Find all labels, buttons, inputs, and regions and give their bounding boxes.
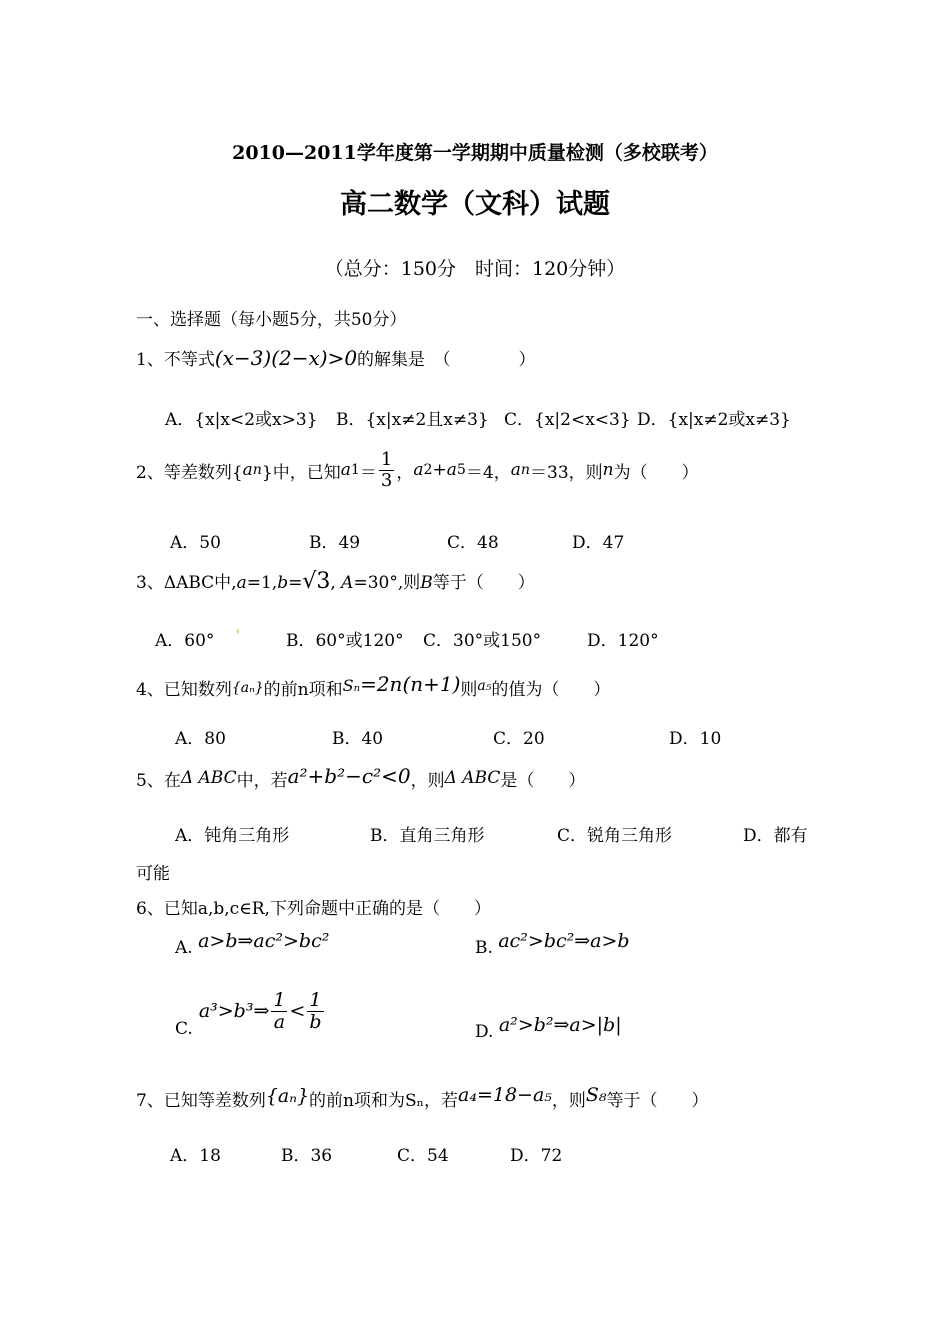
q5-triangle: Δ ABC [180,768,237,788]
q5-option-c: C．锐角三角形 [557,826,673,846]
q6-option-d [475,1014,622,1042]
q3-text: = [288,573,303,593]
q4-option-c: C．20 [493,729,545,749]
q3-var: b [277,573,289,593]
q2-var: n [602,460,614,480]
q5-text: ，则 [410,771,445,791]
q5-triangle: Δ ABC [444,768,501,788]
section-heading: 一、选择题（每小题5分，共50分） [136,310,407,330]
q2-text: + [432,460,447,480]
q3-text: =30°,则 [353,573,421,593]
fraction-denominator: 3 [380,469,393,491]
q1-prefix: 1、不等式 [136,350,215,370]
q2-text: 为（ ） [613,462,699,483]
q4-text: 4、已知数列 [136,680,232,700]
q6-fraction-a [271,990,287,1033]
fraction-denominator: a [273,1010,286,1033]
q2-option-b: B．49 [309,533,361,553]
q6-fraction-b [307,990,323,1033]
question-7 [136,1084,709,1111]
q2-option-c: C．48 [447,533,499,553]
q7-s8: S₈ [585,1084,607,1106]
option-label: C. [175,1019,193,1040]
q3-text: =1, [246,573,278,593]
q3-option-c: C．30°或150° [423,631,542,651]
q4-option-b: B．40 [332,729,384,749]
q5-option-a: A．钝角三角形 [175,826,290,846]
q2-option-d: D．47 [572,533,625,553]
q7-option-d: D．72 [510,1146,563,1166]
question-3 [136,568,535,594]
q7-sequence: {aₙ} [265,1085,310,1107]
q2-text: ＝ [359,462,377,483]
q6-option-b [475,930,630,958]
q6-option-c [175,989,326,1040]
exam-info: （总分：150分 时间：120分钟） [324,258,626,280]
fraction-numerator: 1 [273,989,286,1011]
question-4 [136,672,610,700]
q7-text: ，则 [551,1091,586,1111]
q2-var: a [510,460,521,480]
q3-text: 3、ΔABC中, [136,573,237,593]
q7-equation: a₄=18−a₅ [458,1084,552,1106]
q3-var: A [341,573,354,593]
q5-text: 5、在 [136,771,181,791]
q1-option-a: A．{x|x<2或x>3} [165,410,318,430]
q2-option-a: A．50 [170,533,221,553]
q1-math: (x−3)(2−x)>0 [214,346,358,370]
q5-option-d-continued: 可能 [136,864,170,884]
q2-text: 2、等差数列{ [136,462,243,483]
fraction-numerator: 1 [309,989,322,1011]
stray-mark: ' [236,628,240,644]
q3-text: 等于（ ） [432,573,535,593]
q3-option-a: A．60° [155,631,215,651]
q1-option-c: C．{x|2<x<3} [504,410,631,430]
q7-option-c: C．54 [397,1146,449,1166]
question-1 [136,345,536,370]
q2-sub: 1 [350,462,360,478]
question-2 [136,440,699,500]
q3-option-b: B．60°或120° [286,631,404,651]
q6-option-d-math: a²>b²⇒a>|b| [498,1014,622,1036]
q5-inequality: a²+b²−c²<0 [287,764,411,788]
less-than: < [289,1000,306,1023]
q2-text: ＝4， [465,462,511,483]
exam-title-line1: 2010—2011学年度第一学期期中质量检测（多校联考） [232,142,718,164]
q6-option-b-math: ac²>bc²⇒a>b [498,930,630,952]
q2-var: a [446,460,457,480]
q4-sn: Sₙ [342,676,361,695]
option-label: D. [475,1022,494,1042]
q3-text: , [330,573,342,593]
q7-option-b: B．36 [281,1146,333,1166]
q3-var: B [420,573,433,593]
q5-text: 中，若 [236,771,288,791]
question-5 [136,764,585,791]
q4-option-d: D．10 [669,729,722,749]
exam-title-line2: 高二数学（文科）试题 [340,189,610,220]
q7-text: 等于（ ） [606,1091,709,1111]
q5-option-d: D．都有 [743,826,808,846]
q2-sub: n [252,462,262,478]
q5-option-b: B．直角三角形 [370,826,485,846]
option-label: B. [475,938,493,958]
q2-fraction [379,450,394,491]
q4-a5: a₅ [477,678,492,694]
q2-var: a [340,460,351,480]
question-6: 6、已知a,b,c∈R,下列命题中正确的是（ ） [136,899,491,919]
q2-sub: 2 [423,462,433,478]
q6-option-c-math: a³>b³⇒ [198,1000,270,1023]
q4-text: 的值为（ ） [491,680,611,700]
q3-var: a [236,573,247,593]
q3-sqrt: √3 [302,569,331,594]
q1-suffix: 的解集是 （ ） [357,350,536,370]
option-label: A. [175,938,193,958]
q2-sub: 5 [456,462,466,478]
q7-text: 的前n项和为Sₙ，若 [309,1091,458,1111]
q5-text: 是（ ） [500,771,586,791]
q2-sub: n [520,462,530,478]
q4-text: 的前n项和 [263,680,343,700]
fraction-numerator: 1 [380,448,393,470]
q2-text: }中，已知 [261,462,341,483]
q6-option-a-math: a>b⇒ac²>bc² [198,930,330,952]
q2-var: a [413,460,424,480]
q2-text: ， [396,462,414,483]
q1-option-d: D．{x|x≠2或x≠3} [637,410,791,430]
q4-text: 则 [460,680,478,700]
q3-option-d: D．120° [587,631,659,651]
q4-option-a: A．80 [175,729,226,749]
q7-text: 7、已知等差数列 [136,1091,266,1111]
q1-option-b: B．{x|x≠2且x≠3} [336,410,489,430]
q6-option-a [175,930,329,958]
q2-var: a [242,460,253,480]
q4-formula: =2n(n+1) [360,672,461,696]
q7-option-a: A．18 [170,1146,221,1166]
q2-text: ＝33，则 [530,462,603,483]
q4-sequence: {aₙ} [231,680,264,696]
fraction-denominator: b [309,1010,322,1033]
